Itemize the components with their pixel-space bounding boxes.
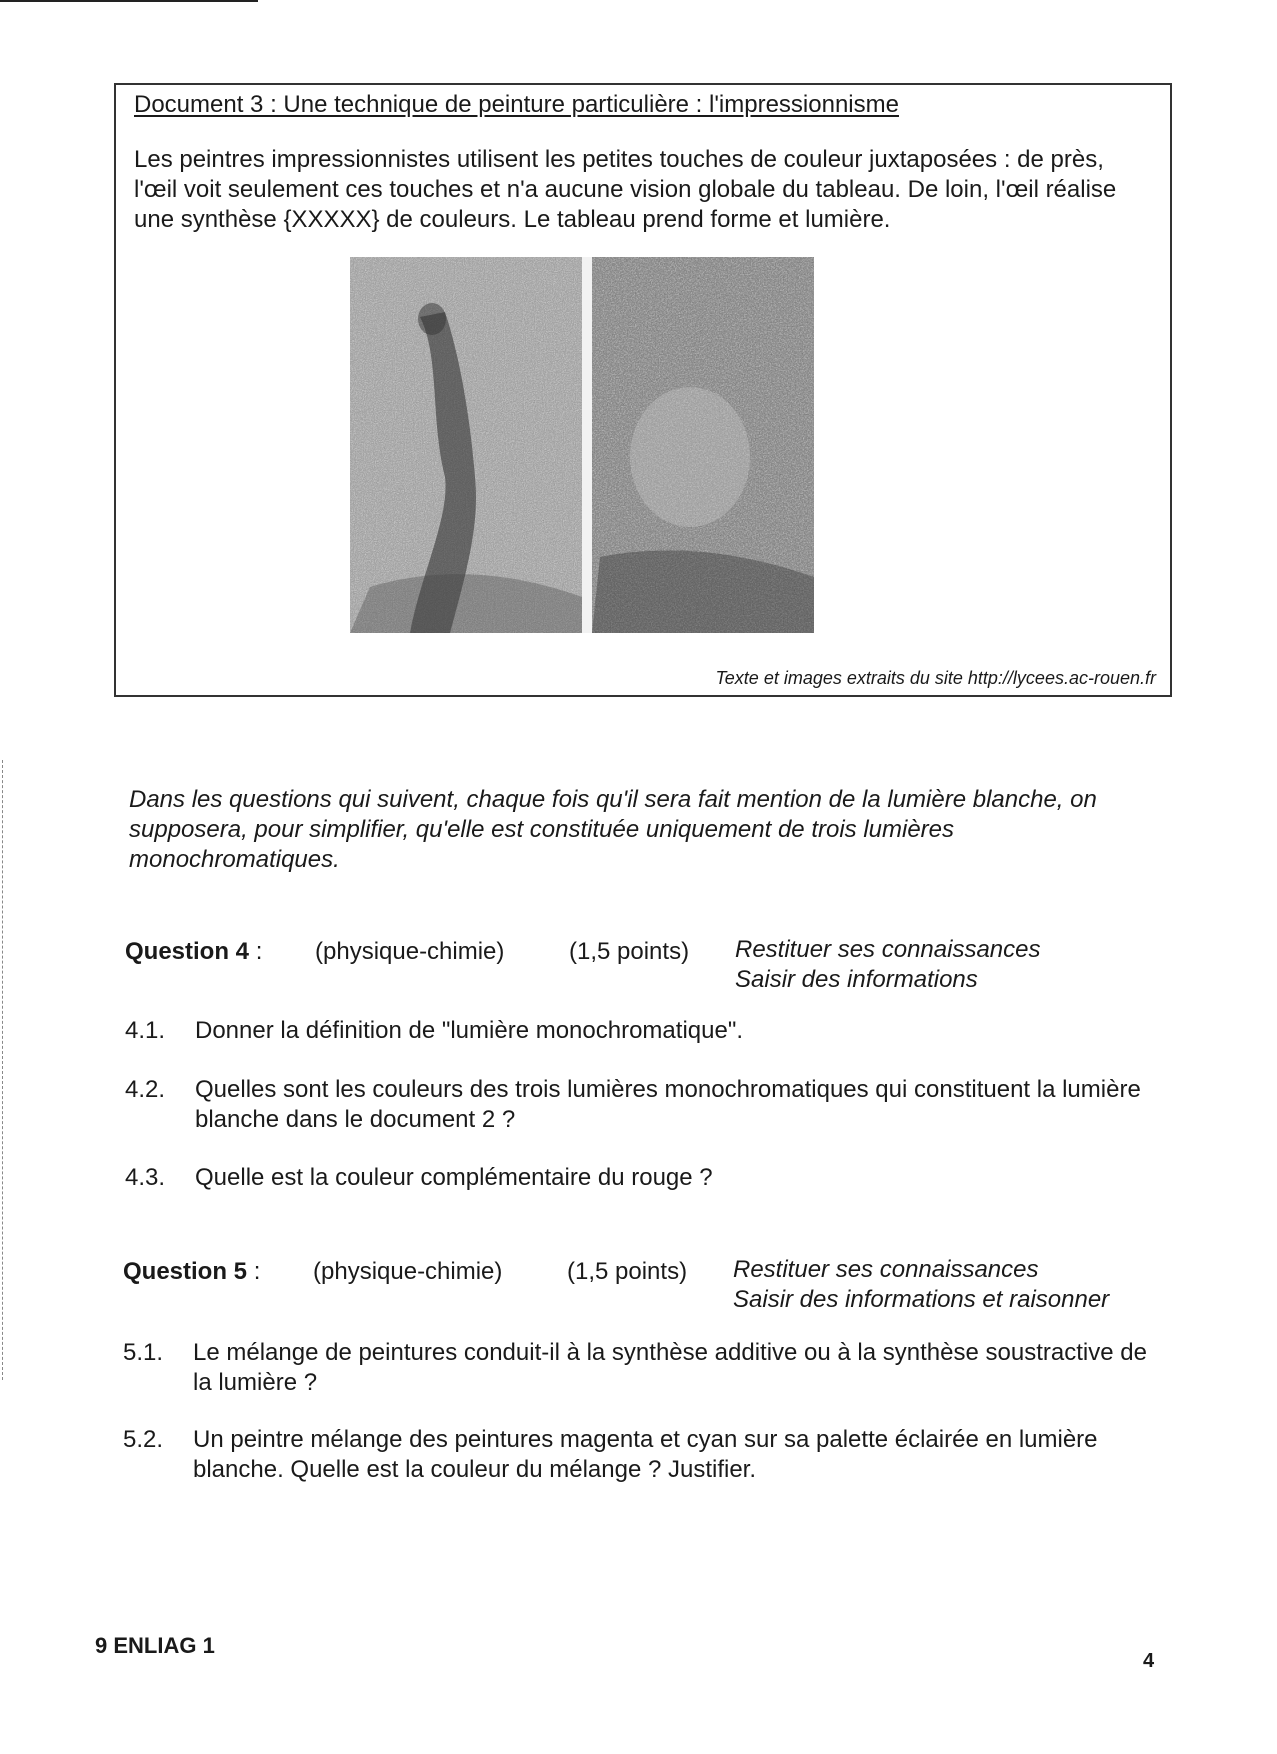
painting-right [592,257,814,633]
question-5-skill-1: Restituer ses connaissances [733,1256,1039,1283]
question-4-label: Question 4 [125,938,250,965]
question-5-skills [733,1255,1109,1315]
exam-code: 9 ENLIAG 1 [95,1633,215,1658]
item-number: 4.2. [125,1076,166,1103]
question-5-colon: : [247,1258,261,1285]
question-4-colon: : [249,938,263,965]
document-3-title: Document 3 : Une technique de peinture particulière : l'impressionnisme [134,91,899,118]
item-text: Le mélange de peintures conduit-il à la synthèse additive ou à la synthèse soustractive de la lumière ? [193,1339,1147,1396]
item-number: 5.2. [123,1426,164,1453]
question-5-points: (1,5 points) [567,1258,688,1285]
item-number: 5.1. [123,1339,164,1366]
document-3-text: Les peintres impressionnistes utilisent les petites touches de couleur juxtaposées : de près, l'œil voit seulement ces touches et n'a aucune vision globale du tableau. De loin, l'œil réalise une synthèse {XXXXX} de couleurs. Le tableau prend forme et lumière. [134,146,1117,233]
question-4-skill-2: Saisir des informations [735,966,978,993]
question-4-points: (1,5 points) [569,938,690,965]
top-rule [0,0,258,2]
question-5-header [123,1256,1110,1313]
question-5-label: Question 5 [123,1258,248,1285]
impressionist-paintings-image [350,257,814,633]
document-3-source: Texte et images extraits du site http://lycees.ac-rouen.fr [715,668,1156,688]
intro-note: Dans les questions qui suivent, chaque fois qu'il sera fait mention de la lumière blanche, on supposera, pour simplifier, qu'elle est constituée uniquement de trois lumières monochromatiques. [129,786,1097,873]
question-4-skill-1: Restituer ses connaissances [735,936,1041,963]
page-number: 4 [1143,1650,1155,1672]
item-text: Quelle est la couleur complémentaire du rouge ? [195,1164,713,1191]
question-4-header [125,936,1041,993]
question-5-domain: (physique-chimie) [313,1258,503,1285]
item-text: Donner la définition de "lumière monochromatique". [195,1017,744,1044]
item-number: 4.1. [125,1017,166,1044]
question-4-domain: (physique-chimie) [315,938,505,965]
item-text: Quelles sont les couleurs des trois lumières monochromatiques qui constituent la lumière blanche dans le document 2 ? [195,1076,1141,1133]
question-4-skills [735,935,1040,995]
item-text: Un peintre mélange des peintures magenta et cyan sur sa palette éclairée en lumière blanche. Quelle est la couleur du mélange ? Justifier. [193,1426,1098,1483]
margin-dashes [2,760,5,1380]
item-number: 4.3. [125,1164,166,1191]
question-5-skill-2: Saisir des informations et raisonner [733,1286,1110,1313]
document-3-box [114,83,1172,697]
painting-left [350,257,582,633]
